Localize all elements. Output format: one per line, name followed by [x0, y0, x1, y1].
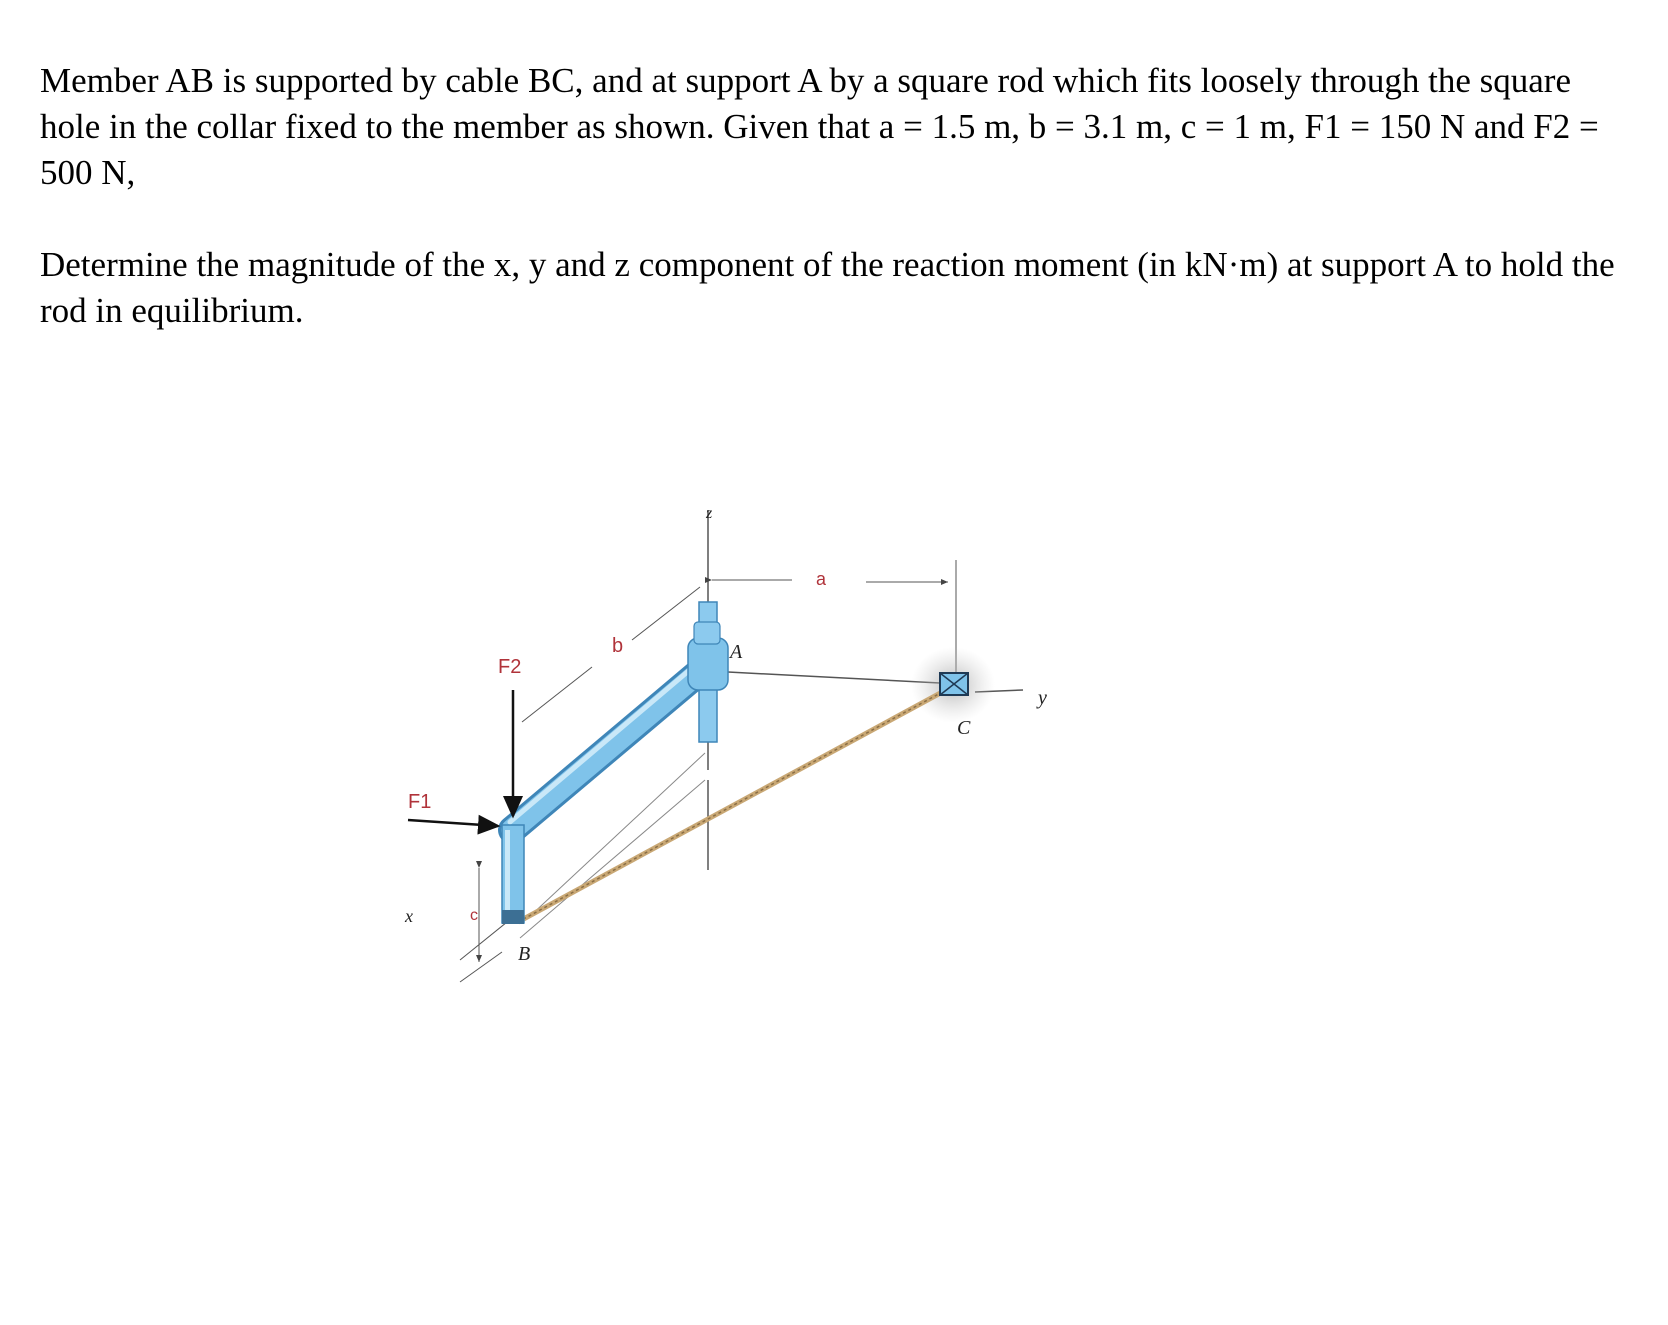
dim-b-line-lower: [522, 667, 592, 722]
point-b-label: B: [518, 943, 531, 965]
diagram-figure: [400, 490, 1100, 1070]
member-end-cap: [502, 910, 524, 924]
problem-text: [40, 58, 1630, 334]
a-to-c-line: [728, 672, 940, 683]
member-arm: [512, 675, 696, 830]
member-arm-highlight: [510, 668, 692, 822]
collar-a: [688, 638, 728, 690]
collar-a-top: [694, 622, 720, 644]
diagram-svg: [400, 490, 1100, 1070]
point-a-label: A: [730, 641, 743, 663]
force-f1-arrow: [408, 820, 498, 826]
dim-b-label: b: [612, 635, 624, 657]
force-f1-label: F1: [408, 791, 432, 813]
dim-a-label: a: [816, 569, 827, 589]
dim-c-label: c: [470, 907, 478, 924]
member-leg-highlight: [505, 830, 510, 920]
y-axis-label: y: [1038, 687, 1047, 709]
dim-b-line-upper: [632, 587, 700, 640]
point-c-label: C: [957, 717, 971, 739]
force-f2-label: F2: [498, 656, 522, 678]
problem-question: Determine the magnitude of the x, y and z component of the reaction moment (in kN·m) at support A to hold the rod in equilibrium.: [40, 245, 1615, 330]
z-axis-label: z: [706, 505, 713, 522]
x-axis-line: [460, 918, 512, 960]
x-axis-label: x: [405, 906, 413, 926]
dim-c-extension: [460, 952, 502, 982]
problem-statement: Member AB is supported by cable BC, and at support A by a square rod which fits loosely through the square hole in the collar fixed to the member as shown. Given that a = 1.5 m, b = 3.1 m, c = 1 m, F1 = 150 N and F2 = 500 N,: [40, 61, 1599, 192]
